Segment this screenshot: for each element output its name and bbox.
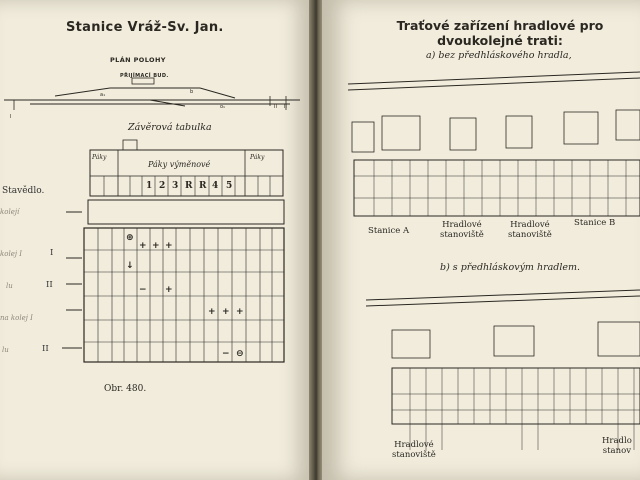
roman-label-3: II [42,344,49,354]
figure-caption: Obr. 480. [104,384,147,394]
group-header-b: Páky výměnové [148,160,211,169]
label-block-b2-line-1: Hradlo [602,436,632,446]
column-head-5: 5 [226,181,233,191]
section-b-heading: b) s předhláskovým hradlem. [440,262,581,273]
row-label-2: kolej I [0,250,22,258]
label-station-a: Stanice A [368,226,410,236]
svg-text:+: + [165,241,173,251]
interlock-heading: Závěrová tabulka [128,122,212,133]
svg-text:+: + [165,285,173,295]
label-block-b2-line-2: stanov [602,446,632,456]
column-head-r1: R [185,181,193,191]
label-block-b2 [602,436,632,456]
label-block-2-line-2: stanoviště [508,230,552,240]
left-page-title: Stanice Vráž-Sv. Jan. [66,20,224,35]
label-block-1-line-2: stanoviště [440,230,484,240]
right-title-line-2: dvoukolejné trati: [437,33,563,48]
svg-text:−: − [222,349,230,359]
section-a-heading: a) bez předhláskového hradla, [426,50,572,61]
block-diagram-b [322,0,640,480]
svg-text:+: + [222,307,230,317]
svg-text:II: II [284,104,287,110]
plan-heading: PLÁN POLOHY [110,56,166,64]
group-header-a: Páky [92,154,107,161]
right-title-line-1: Traťové zařízení hradlové pro [396,18,604,33]
column-head-2: 2 [159,181,166,191]
svg-text:b: b [190,89,194,95]
svg-text:⊕: ⊕ [126,233,134,243]
row-label-3: lu [6,282,13,290]
row-label-5: lu [2,346,9,354]
right-page [322,0,640,480]
label-block-2-line-1: Hradlové [510,220,550,230]
svg-text:+: + [152,241,160,251]
left-page [0,0,312,480]
svg-text:+: + [236,307,244,317]
label-station-b: Stanice B [574,218,616,228]
roman-label-2: II [46,280,53,290]
interlock-table [0,0,312,480]
svg-text:a₁: a₁ [100,92,106,98]
group-header-c: Páky [250,154,265,161]
plan-sublabel: PŘIJÍMACÍ BUD. [120,73,169,79]
label-block-b-line-1: Hradlové [394,440,434,450]
svg-text:↓: ↓ [126,261,134,271]
svg-text:+: + [208,307,216,317]
svg-text:o₁: o₁ [220,104,226,110]
roman-label-1: I [50,248,54,258]
row-label-4: na kolej I [0,314,33,322]
column-head-1: 1 [146,181,153,191]
label-block-b [392,440,436,460]
label-block-1-line-1: Hradlové [442,220,482,230]
svg-text:I: I [10,114,12,120]
svg-text:II: II [274,104,277,110]
svg-text:−: − [139,285,147,295]
row-label-stavedlo: Stavědlo. [2,186,45,196]
column-head-r2: R [199,181,207,191]
column-head-4: 4 [212,181,219,191]
svg-text:⊖: ⊖ [236,349,244,359]
svg-text:+: + [139,241,147,251]
column-head-3: 3 [172,181,179,191]
row-label-1: kolejí [0,208,20,216]
label-block-b-line-2: stanoviště [392,450,436,460]
